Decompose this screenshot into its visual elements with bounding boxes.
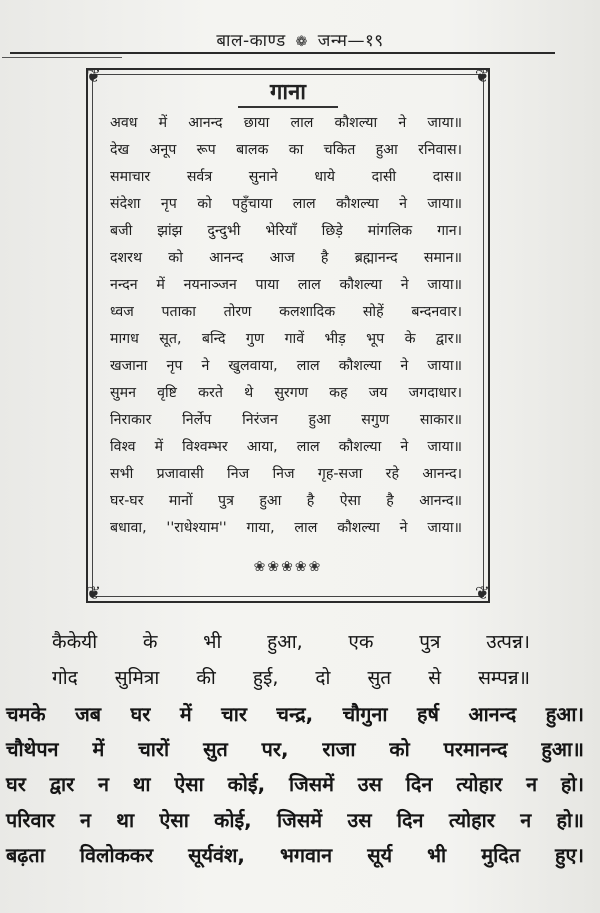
corner-ornament-icon: ❦ [474,66,490,87]
floral-ornament-icon: ❀❀❀❀❀ [253,559,323,575]
song-frame [86,68,490,603]
chapter-name: बाल-काण्ड [216,31,286,51]
chaupai-verse [6,697,584,873]
song-line: बजी झांझ दुन्दुभी भेरियाँ छिड़े मांगलिक गान। [110,223,462,239]
song-lines [110,110,462,542]
song-line: घर-घर मानों पुत्र हुआ है ऐसा है आनन्द॥ [110,493,462,509]
song-line: विश्व में विश्वम्भर आया, लाल कौशल्या ने जाया॥ [110,439,462,455]
song-line: देख अनूप रूप बालक का चकित हुआ रनिवास। [110,142,462,158]
verse-line: बढ़ता विलोककर सूर्यवंश, भगवान सूर्य भी मुदित हुए। [6,843,584,867]
song-line: मागध सूत, बन्दि गुण गावें भीड़ भूप के द्वार॥ [110,331,462,347]
song-line: संदेशा नृप को पहुँचाया लाल कौशल्या ने जाया॥ [110,196,462,212]
verse-line: कैकेयी के भी हुआ, एक पुत्र उत्पन्न। [52,631,530,653]
verse-line: परिवार न था ऐसा कोई, जिसमें उस दिन त्योहार न हो॥ [6,808,584,832]
song-line: सभी प्रजावासी निज निज गृह-सजा रहे आनन्द। [110,466,462,482]
doha-verse [52,624,530,696]
song-line: दशरथ को आनन्द आज है ब्रह्मानन्द समान॥ [110,250,462,266]
song-line: समाचार सर्वत्र सुनाने धाये दासी दास॥ [110,169,462,185]
corner-ornament-icon: ❦ [86,583,102,604]
verse-line: घर द्वार न था ऐसा कोई, जिसमें उस दिन त्योहार न हो। [6,773,584,797]
corner-ornament-icon: ❦ [474,583,490,604]
song-line: नन्दन में नयनाञ्जन पाया लाल कौशल्या ने जाया॥ [110,277,462,293]
header-subrule [2,57,122,58]
song-line: अवध में आनन्द छाया लाल कौशल्या ने जाया॥ [110,115,462,131]
song-title: गाना [270,80,306,105]
song-line: खजाना नृप ने खुलवाया, लाल कौशल्या ने जाया॥ [110,358,462,374]
verse-line: चमके जब घर में चार चन्द्र, चौगुना हर्ष आनन्द हुआ। [6,703,584,726]
song-line: ध्वज पताका तोरण कलशादिक सोहें बन्दनवार। [110,304,462,320]
section-name: जन्म—१९ [317,31,384,51]
flower-separator-icon: ❁ [295,34,308,50]
corner-ornament-icon: ❦ [86,66,102,87]
running-header [0,28,600,51]
song-line: निराकार निर्लेप निरंजन हुआ सगुण साकार॥ [110,412,462,428]
verse-line: गोद सुमित्रा की हुई, दो सुत से सम्पन्न॥ [52,667,530,689]
song-line: सुमन वृष्टि करते थे सुरगण कह जय जगदाधार। [110,385,462,401]
song-line: बधावा, ''राधेश्याम'' गाया, लाल कौशल्या ने जाया॥ [110,520,462,536]
header-rule [10,52,555,54]
verse-line: चौथेपन में चारों सुत पर, राजा को परमानन्द हुआ॥ [6,738,584,762]
song-title-underline [238,106,338,108]
